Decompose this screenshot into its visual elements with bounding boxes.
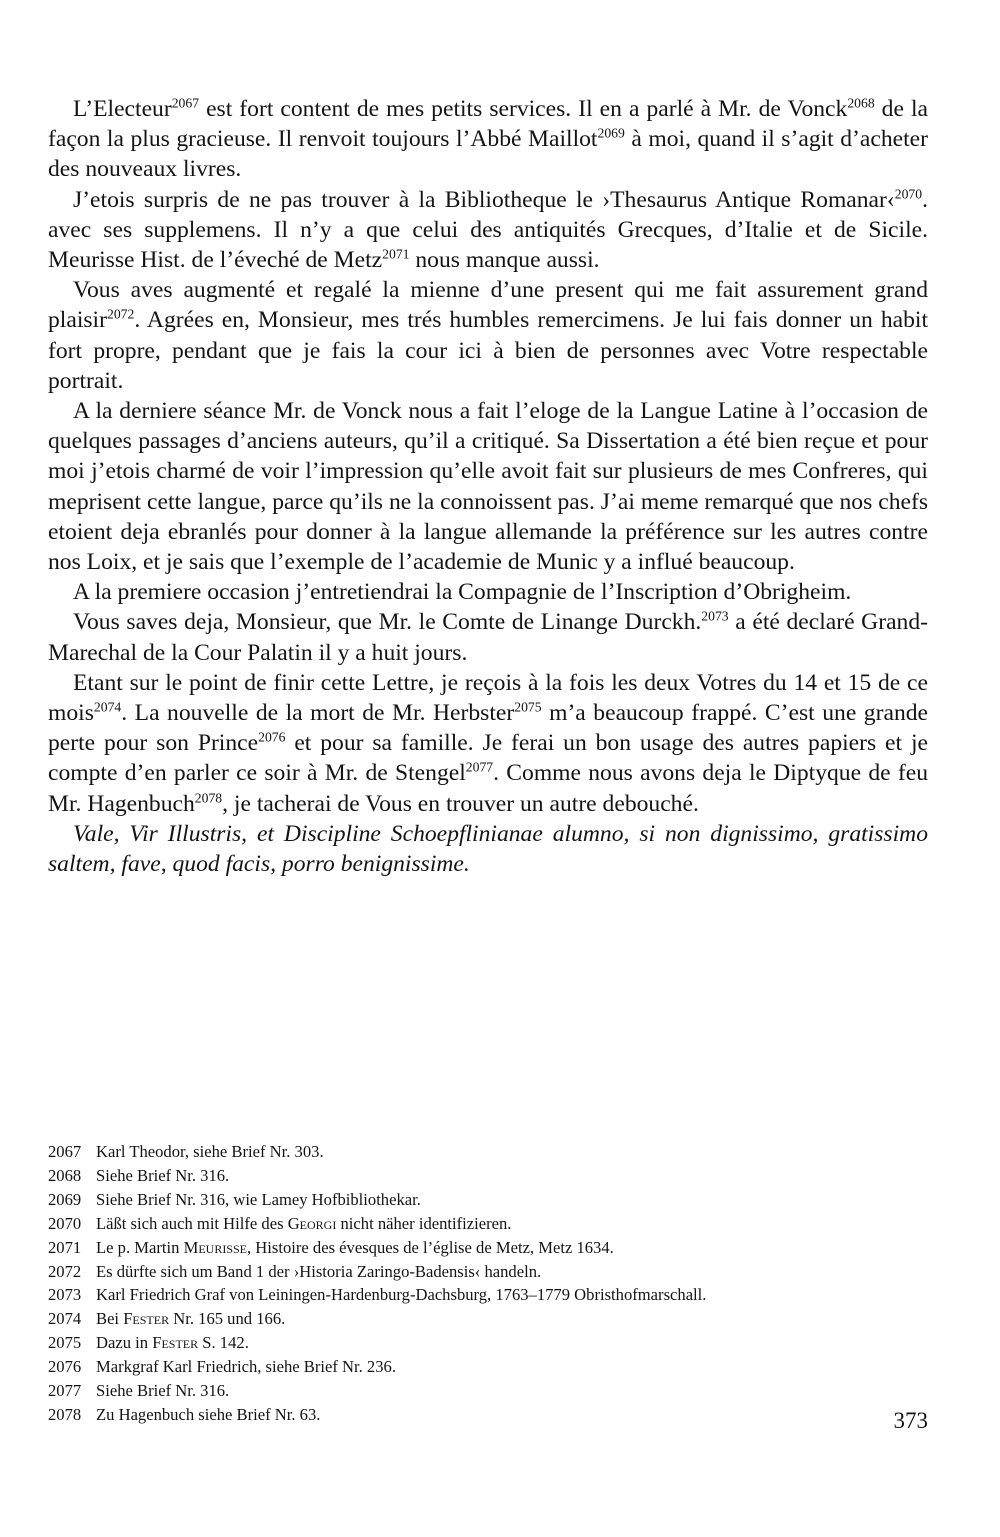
footnote — [48, 1188, 948, 1212]
footnote-text — [96, 1260, 541, 1284]
footnote-number: 2071 — [48, 1237, 82, 1257]
text-run: A la derniere séance Mr. de Vonck nous a fait l’eloge de la Langue Latine à l’occasion de quelques passages d’anciens auteurs, qu’il a critiqué. Sa Dissertation a été bien reçue et pour moi j’etois charmé de voir l’impression qu’elle avoit fait sur plusieurs de mes Confreres, qui meprisent cette langue, parce qu’ils ne la connoissent pas. J’ai meme remarqué que nos chefs etoient deja ebranlés pour donner à la langue allemande la préférence sur les autres contre nos Loix, et je sais que l’exemple de l’academie de Munic y a influé beaucoup. — [48, 398, 928, 576]
text-run: nicht näher identifizieren. — [336, 1213, 512, 1233]
footnote-ref: 2071 — [382, 246, 410, 262]
text-run: nous manque aussi. — [409, 247, 600, 274]
footnote-text — [96, 1355, 396, 1379]
text-run: S. 142. — [198, 1333, 249, 1353]
footnote-ref: 2073 — [701, 608, 729, 624]
text-run: et pour sa famille. Je ferai un bon usage des autres papiers et je compte d’en parler ce soir à Mr. de Stengel — [48, 730, 928, 787]
text-run: m’a beaucoup frappé. C’est une grande perte pour son Prince — [48, 700, 929, 757]
footnote-text — [96, 1188, 421, 1212]
text-run: Läßt sich auch mit Hilfe des — [96, 1213, 288, 1233]
footnote — [48, 1379, 948, 1403]
text-run: Bei — [96, 1309, 124, 1329]
footnote-number: 2070 — [48, 1213, 82, 1233]
text-run: de la façon la plus gracieuse. Il renvoit toujours l’Abbé Maillot — [48, 96, 928, 153]
footnote — [48, 1307, 948, 1331]
text-run: Vous aves augmenté et regalé la mienne d’une present qui me fait assurement grand plaisir — [48, 277, 928, 334]
footnote-text — [96, 1212, 511, 1236]
footnote-number: 2073 — [48, 1285, 82, 1305]
footnote — [48, 1403, 948, 1427]
paragraph — [48, 185, 928, 276]
author-name: Georgi — [287, 1213, 337, 1233]
footnote-ref: 2075 — [514, 699, 542, 715]
footnote-number: 2067 — [48, 1142, 82, 1161]
latin-text: Vale, Vir Illustris, et Discipline Schoepflinianae alumno, si non dignissimo, gratissimo saltem, fave, quod facis, porro benignissime. — [48, 820, 928, 878]
footnote — [48, 1140, 948, 1164]
footnote-number: 2077 — [48, 1381, 82, 1401]
footnote-number: 2075 — [48, 1333, 82, 1353]
text-run: Zu Hagenbuch siehe Brief Nr. 63. — [96, 1404, 321, 1424]
footnote-ref: 2077 — [465, 759, 494, 775]
text-run: Siehe Brief Nr. 316. — [96, 1165, 230, 1185]
paragraph — [48, 668, 928, 819]
text-run: Markgraf Karl Friedrich, siehe Brief Nr. 236. — [96, 1357, 396, 1377]
footnote-ref: 2074 — [93, 699, 122, 715]
footnote-ref: 2078 — [194, 790, 223, 806]
footnote-ref: 2076 — [258, 729, 286, 745]
text-run: à moi, quand il s’agit d’acheter des nouveaux livres. — [48, 126, 929, 183]
text-run: a été declaré Grand-Marechal de la Cour Palatin il y a huit jours. — [48, 609, 928, 666]
text-run: Karl Theodor, siehe Brief Nr. 303. — [96, 1142, 324, 1161]
footnote-number: 2078 — [48, 1404, 82, 1424]
footnote-ref: 2067 — [171, 95, 200, 111]
letter-body — [48, 94, 928, 879]
footnote-text — [96, 1236, 614, 1260]
text-run: Le p. Martin — [96, 1237, 184, 1257]
text-run: Dazu in — [96, 1333, 153, 1353]
footnote-ref: 2072 — [106, 306, 135, 322]
footnote-text — [96, 1307, 285, 1331]
text-run: Siehe Brief Nr. 316. — [96, 1381, 230, 1401]
footnote-number: 2074 — [48, 1309, 82, 1329]
text-run: Karl Friedrich Graf von Leiningen-Hardenburg-Dachsburg, 1763–1779 Obristhofmarschall. — [96, 1285, 707, 1305]
footnote-number: 2072 — [48, 1261, 82, 1281]
text-run: . avec ses supplemens. Il n’y a que celui des antiquités Grecques, d’Italie et de Sicile. Meurisse Hist. de l’éveché de Metz — [48, 186, 928, 274]
footnote — [48, 1164, 948, 1188]
footnote-number: 2068 — [48, 1165, 82, 1185]
author-name: Meurisse — [183, 1237, 247, 1257]
footnote-number: 2069 — [48, 1189, 82, 1209]
footnote-text — [96, 1164, 229, 1188]
paragraph — [48, 275, 928, 396]
footnote — [48, 1355, 948, 1379]
paragraph — [48, 94, 928, 185]
footnote-number: 2076 — [48, 1357, 82, 1377]
text-run: A la premiere occasion j’entretiendrai la Compagnie de l’Inscription d’Obrigheim. — [73, 579, 852, 606]
text-run: , je tacherai de Vous en trouver un autre debouché. — [222, 790, 699, 817]
footnotes — [48, 1140, 948, 1427]
paragraph — [48, 607, 928, 667]
text-run: . La nouvelle de la mort de Mr. Herbster — [121, 700, 515, 727]
text-run: Vous saves deja, Monsieur, que Mr. le Comte de Linange Durckh. — [73, 609, 702, 636]
footnote-ref: 2070 — [894, 186, 923, 202]
text-run: Es dürfte sich um Band 1 der ›Historia Zaringo-Badensis‹ handeln. — [96, 1261, 542, 1281]
text-run: , Histoire des évesques de l’église de Metz, Metz 1634. — [247, 1237, 614, 1257]
footnote-ref: 2068 — [847, 95, 875, 111]
footnote-text — [96, 1379, 229, 1403]
text-run: Etant sur le point de finir cette Lettre, je reçois à la fois les deux Votres du 14 et 15 de ce mois — [48, 669, 928, 727]
text-run: L’Electeur — [73, 96, 172, 122]
text-run: est fort content de mes petits services. Il en a parlé à Mr. de Vonck — [199, 96, 848, 122]
page-number: 373 — [893, 1408, 928, 1433]
paragraph — [48, 819, 928, 879]
paragraph — [48, 577, 928, 607]
footnote — [48, 1331, 948, 1355]
text-run: Nr. 165 und 166. — [169, 1309, 286, 1329]
author-name: Fester — [123, 1309, 170, 1329]
author-name: Fester — [152, 1333, 199, 1353]
footnote — [48, 1236, 948, 1260]
footnote-text — [96, 1331, 249, 1355]
text-run: J’etois surpris de ne pas trouver à la Bibliotheque le ›Thesaurus Antique Romanar‹ — [73, 186, 895, 213]
text-run: . Comme nous avons deja le Diptyque de feu Mr. Hagenbuch — [48, 760, 928, 817]
footnote — [48, 1212, 948, 1236]
footnote-text — [96, 1140, 324, 1164]
paragraph — [48, 396, 928, 577]
text-run: . Agrées en, Monsieur, mes trés humbles remercimens. Je lui fais donner un habit fort propre, pendant que je fais la cour ici à bien de personnes avec Votre respectable portrait. — [48, 307, 928, 394]
footnote-text — [96, 1403, 320, 1427]
footnote — [48, 1260, 948, 1284]
footnote-text — [96, 1283, 706, 1307]
footnote-ref: 2069 — [597, 125, 625, 141]
footnote — [48, 1283, 948, 1307]
text-run: Siehe Brief Nr. 316, wie Lamey Hofbibliothekar. — [96, 1189, 421, 1209]
